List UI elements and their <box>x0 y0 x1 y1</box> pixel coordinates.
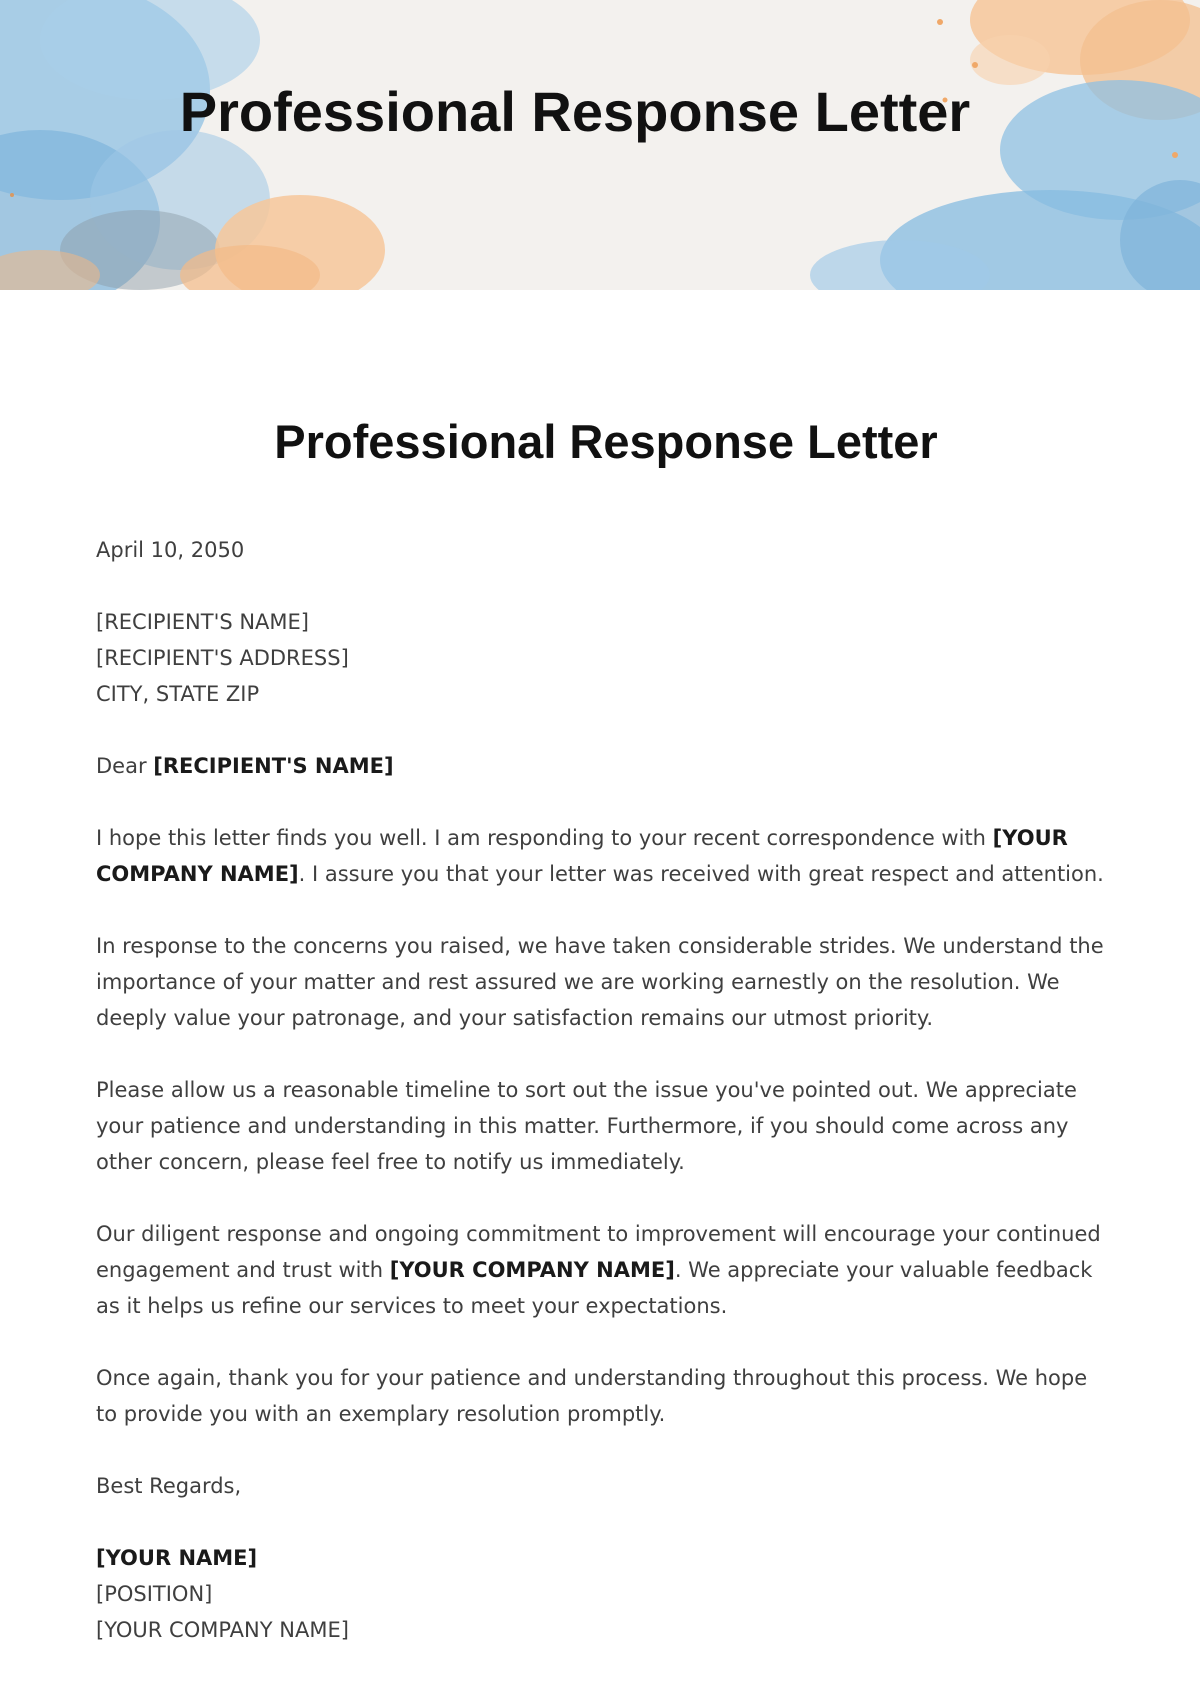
signature-name: [YOUR NAME] <box>96 1546 258 1570</box>
paragraph-3: Please allow us a reasonable timeline to sort out the issue you've pointed out. We appreciate your patience and understanding in this matter. Furthermore, if you should come across any other concern, please feel free to notify us immediately. <box>96 1078 1077 1174</box>
paragraph-2: In response to the concerns you raised, we have taken considerable strides. We understand the importance of your matter and rest assured we are working earnestly on the resolution. We deeply value your patronage, and your satisfaction remains our utmost priority. <box>96 934 1104 1030</box>
salutation <box>96 748 1106 784</box>
letter-date: April 10, 2050 <box>96 538 245 562</box>
paragraph-1-text-b: . I assure you that your letter was received with great respect and attention. <box>298 862 1104 886</box>
recipient-name: [RECIPIENT'S NAME] <box>96 610 310 634</box>
paragraph-1 <box>96 820 1106 892</box>
paragraph-4 <box>96 1216 1106 1324</box>
document-title: Professional Response Letter <box>274 415 938 468</box>
recipient-address: [RECIPIENT'S ADDRESS] <box>96 646 349 670</box>
paragraph-5: Once again, thank you for your patience and understanding throughout this process. We hope to provide you with an exemplary resolution promptly. <box>96 1366 1088 1426</box>
signature-block <box>96 1540 1106 1648</box>
closing: Best Regards, <box>96 1474 242 1498</box>
signature-company: [YOUR COMPANY NAME] <box>96 1618 349 1642</box>
salutation-prefix: Dear <box>96 754 154 778</box>
signature-position: [POSITION] <box>96 1582 213 1606</box>
recipient-city: CITY, STATE ZIP <box>96 682 260 706</box>
paragraph-1-company: [YOUR COMPANY NAME] <box>96 826 1068 886</box>
paragraph-1-text-a: I hope this letter finds you well. I am responding to your recent correspondence with <box>96 826 993 850</box>
banner-title: Professional Response Letter <box>179 80 971 143</box>
paragraph-4-text-a: Our diligent response and ongoing commitment to improvement will encourage your continued engagement and trust with <box>96 1222 1101 1282</box>
header-banner <box>0 0 1200 290</box>
paragraph-4-company: [YOUR COMPANY NAME] <box>389 1258 675 1282</box>
paragraph-4-text-b: . We appreciate your valuable feedback as it helps us refine our services to meet your expectations. <box>96 1258 1093 1318</box>
letter-body <box>96 532 1106 1684</box>
salutation-name: [RECIPIENT'S NAME] <box>153 754 394 778</box>
recipient-block <box>96 604 1106 712</box>
